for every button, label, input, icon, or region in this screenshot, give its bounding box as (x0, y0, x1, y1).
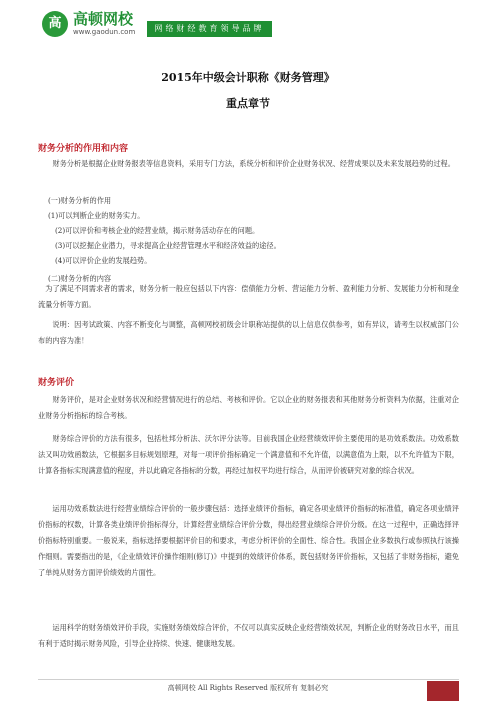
logo-url: www.gaodun.com (73, 28, 136, 36)
document-title: 2015年中级会计职称《财务管理》 (161, 71, 335, 84)
document-subtitle: 重点章节 (226, 97, 270, 110)
footer-copyright: 高顿网校 All Rights Reserved 版权所有 复制必究 (167, 684, 329, 692)
paragraph-analysis-intro: 财务分析是根据企业财务报表等信息资料，采用专门方法，系统分析和评价企业财务状况、经营成果以及未来发展趋势的过程。 (52, 159, 455, 168)
section-heading-evaluation: 财务评价 (38, 378, 75, 388)
logo-name: 高顿网校 (73, 10, 134, 28)
section-heading-analysis: 财务分析的作用和内容 (38, 144, 129, 154)
list-heading-role: (一)财务分析的作用 (48, 196, 112, 205)
logo-mark: 高 (42, 11, 68, 37)
paragraph-evaluation-summary: 运用科学的财务绩效评价手段，实施财务绩效综合评价，不仅可以真实反映企业经营绩效状况，判断企业的财务改日水平，而且有利于适时揭示财务风险，引导企业持续、快速、健康地发展。 (38, 623, 459, 648)
paragraph-evaluation-definition: 财务评价，是对企业财务状况和经营情况进行的总结、考核和评价。它以企业的财务报表和其他财务分析资料为依据，注重对企业财务分析指标的综合考核。 (38, 395, 459, 420)
list-item: (1)可以判断企业的财务实力。 (48, 211, 145, 220)
page-marker (427, 681, 459, 701)
slogan-banner: 网络财经教育领导品牌 (147, 21, 272, 37)
list-item: (4)可以评价企业的发展趋势。 (55, 256, 152, 265)
footer-divider (38, 679, 459, 680)
paragraph-disclaimer: 说明：因考试政策、内容不断变化与调整，高顿网校初级会计职称站提供的以上信息仅供参考，如有异议，请考生以权威部门公布的内容为准！ (38, 320, 459, 345)
list-item: (2)可以评价和考核企业的经营业绩，揭示财务活动存在的问题。 (55, 226, 260, 235)
paragraph-analysis-content: 为了满足不同需求者的需求，财务分析一般应包括以下内容：偿债能力分析、营运能力分析、盈利能力分析、发展能力分析和现金流量分析等方面。 (38, 284, 459, 309)
paragraph-evaluation-steps: 运用功效系数法进行经营业绩综合评价的一般步骤包括：选择业绩评价指标，确定各项业绩评价指标的标准值，确定各项业绩评价指标的权数，计算各类业绩评价指标得分，计算经营业绩综合评价分数，得出经营业绩综合评价分级。在这一过程中，正确选择评价指标特别重要。一般说来，指标选择要根据评价目的和要求，考虑分析评价的全面性、综合性。我国企业多数执行或参照执行该操作细则。需要指出的是，《企业绩效评价操作细则(修订)》中提到的效绩评价体系，既包括财务评价指标，又包括了非财务指标，避免了单纯从财务方面评价绩效的片面性。 (38, 504, 459, 577)
paragraph-evaluation-methods: 财务综合评价的方法有很多，包括杜邦分析法、沃尔评分法等。目前我国企业经营绩效评价主要使用的是功效系数法。功效系数法又叫功效函数法，它根据多目标规划原理，对每一项评价指标确定一个满意值和不允许值，以满意值为上限，以不允许值为下限，计算各指标实现满意值的程度，并以此确定各指标的分数，再经过加权平均进行综合，从而评价被研究对象的综合状况。 (38, 434, 459, 475)
list-heading-content: (二)财务分析的内容 (48, 274, 112, 283)
list-item: (3)可以挖掘企业潜力，寻求提高企业经营管理水平和经济效益的途径。 (55, 241, 281, 250)
page-header (0, 0, 496, 46)
gaodun-logo[interactable] (42, 11, 142, 37)
